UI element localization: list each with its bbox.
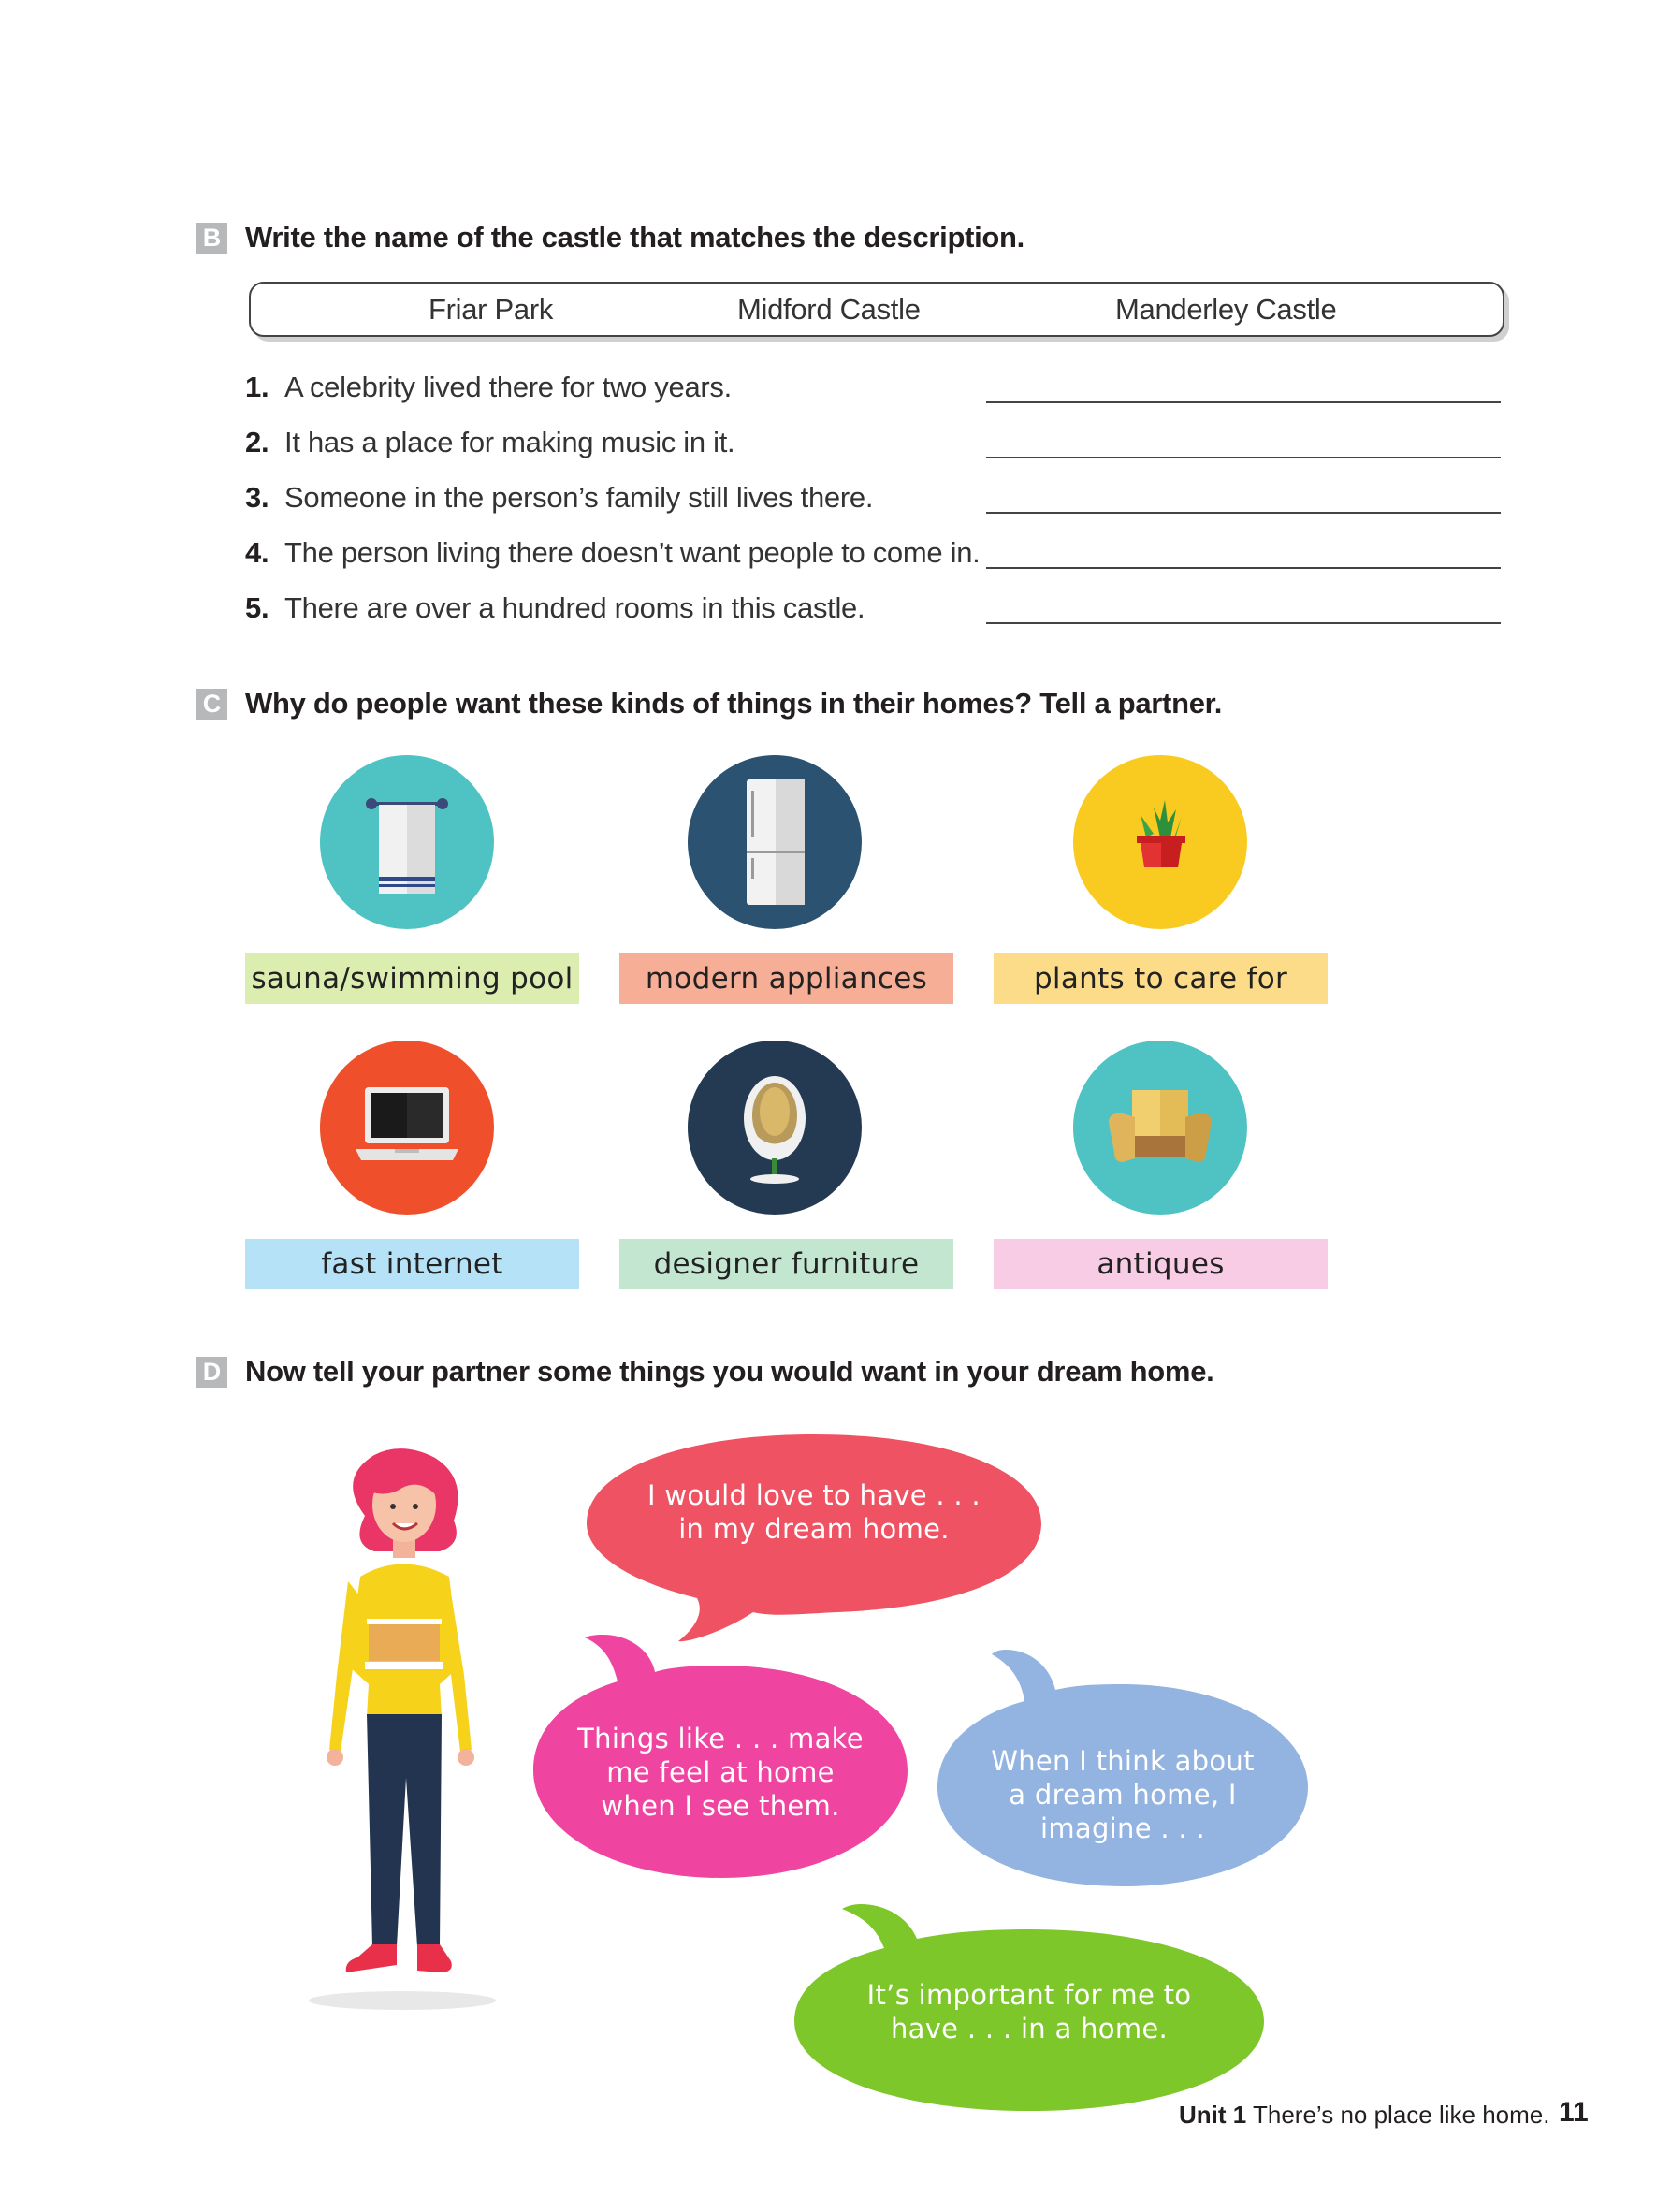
bubble-line: It’s important for me to	[866, 1979, 1192, 2011]
item-text: Someone in the person’s family still lives there.	[284, 481, 874, 514]
item-number: 5.	[245, 591, 269, 624]
answer-line-5[interactable]	[986, 622, 1501, 624]
page-number: 11	[1559, 2097, 1589, 2128]
potted-plant-icon	[1071, 753, 1249, 931]
answer-line-1[interactable]	[986, 401, 1501, 403]
item-number: 2.	[245, 426, 269, 458]
section-letter-b: B	[196, 223, 227, 254]
page-footer	[1179, 2101, 1549, 2130]
section-c-title: Why do people want these kinds of things in their homes? Tell a partner.	[245, 687, 1223, 720]
word-box	[249, 282, 1504, 337]
card-label-modern-appliances: modern appliances	[619, 953, 953, 1004]
bubble-line: when I see them.	[601, 1790, 840, 1822]
item-text: There are over a hundred rooms in this castle.	[284, 591, 865, 624]
armchair-icon	[1071, 1039, 1249, 1216]
answer-line-2[interactable]	[986, 457, 1501, 458]
item-3	[245, 481, 873, 515]
item-text: It has a place for making music in it.	[284, 426, 735, 458]
speech-bubble-red-text	[608, 1478, 1020, 1546]
item-number: 1.	[245, 371, 269, 403]
card-label-sauna-swimming-pool: sauna/swimming pool	[245, 953, 579, 1004]
speech-bubble-green-text	[791, 1978, 1268, 2045]
item-4	[245, 536, 980, 570]
bubble-line: imagine . . .	[1040, 1812, 1205, 1844]
answer-line-4[interactable]	[986, 567, 1501, 569]
footer-unit: Unit 1	[1179, 2101, 1247, 2129]
item-number: 4.	[245, 536, 269, 569]
laptop-icon	[318, 1039, 496, 1216]
card-label-antiques: antiques	[994, 1239, 1328, 1289]
bubble-line: I would love to have . . .	[647, 1479, 981, 1511]
bubble-line: When I think about	[991, 1745, 1255, 1777]
bubble-line: me feel at home	[606, 1756, 835, 1788]
section-letter-d: D	[196, 1357, 227, 1388]
bubble-line: in my dream home.	[678, 1513, 950, 1545]
bubble-line: have . . . in a home.	[890, 2013, 1169, 2045]
item-text: The person living there doesn’t want people to come in.	[284, 536, 981, 569]
bubble-line: a dream home, I	[1009, 1779, 1237, 1811]
speech-bubble-blue-text	[936, 1744, 1310, 1845]
word-manderley-castle: Manderley Castle	[1115, 293, 1337, 326]
item-1	[245, 371, 732, 404]
card-label-fast-internet: fast internet	[245, 1239, 579, 1289]
item-number: 3.	[245, 481, 269, 514]
bubble-line: Things like . . . make	[577, 1723, 864, 1754]
woman-illustration	[299, 1441, 505, 2012]
card-label-designer-furniture: designer furniture	[619, 1239, 953, 1289]
speech-bubble-pink-text	[529, 1722, 912, 1823]
word-midford-castle: Midford Castle	[737, 293, 921, 326]
section-b-title: Write the name of the castle that matches the description.	[245, 221, 1024, 254]
item-text: A celebrity lived there for two years.	[284, 371, 732, 403]
section-d-title: Now tell your partner some things you would want in your dream home.	[245, 1355, 1214, 1388]
egg-chair-icon	[686, 1039, 864, 1216]
section-letter-c: C	[196, 689, 227, 720]
refrigerator-icon	[686, 753, 864, 931]
word-friar-park: Friar Park	[429, 293, 554, 326]
footer-title: There’s no place like home.	[1253, 2101, 1550, 2129]
towel-icon	[318, 753, 496, 931]
card-label-plants-to-care-for: plants to care for	[994, 953, 1328, 1004]
item-2	[245, 426, 734, 459]
answer-line-3[interactable]	[986, 512, 1501, 514]
item-5	[245, 591, 865, 625]
